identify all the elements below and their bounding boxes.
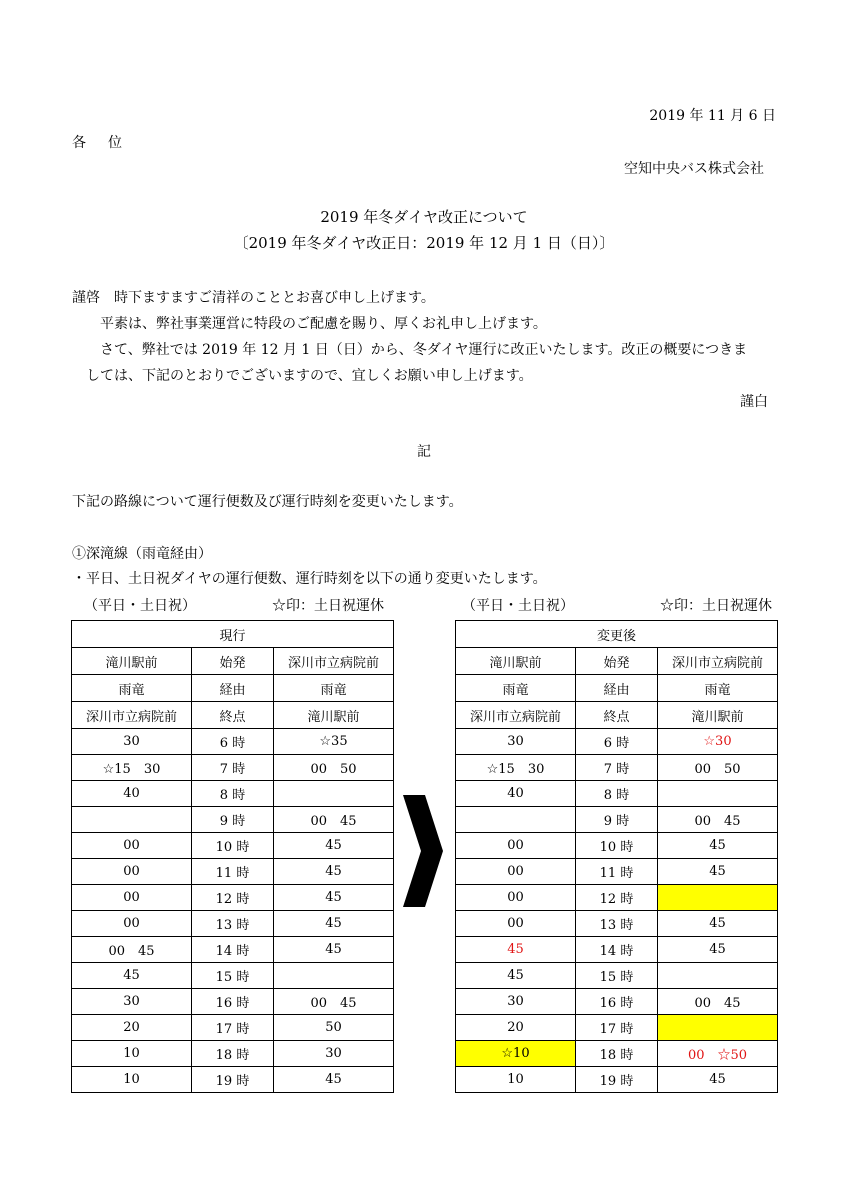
table-row [72,833,394,859]
header-cell: 雨竜 [274,675,394,702]
hour-cell: 13 時 [192,911,274,937]
outbound-cell: 00 [456,885,576,911]
hour-cell: 8 時 [576,781,658,807]
inbound-cell [274,781,394,807]
header-cell: 経由 [576,675,658,702]
table-row [456,781,778,807]
inbound-cell: 45 [274,859,394,885]
header-cell: 滝川駅前 [72,648,192,675]
outbound-cell: 45 [456,937,576,963]
hour-cell: 12 時 [192,885,274,911]
inbound-cell: ☆30 [658,729,778,755]
table-row [72,1015,394,1041]
outbound-cell: 00 [456,859,576,885]
inbound-cell: 00 45 [658,989,778,1015]
table-row [456,911,778,937]
table-row [72,1067,394,1093]
document-date: 2019 年 11 月 6 日 [649,108,776,124]
header-cell: 滝川駅前 [658,702,778,729]
inbound-cell: 00 50 [274,755,394,781]
hour-cell: 10 時 [576,833,658,859]
inbound-cell: 45 [658,937,778,963]
inbound-cell: 00 ☆50 [658,1041,778,1067]
left-table-caption: （平日・土日祝） [84,598,196,614]
hour-cell: 13 時 [576,911,658,937]
table-row [456,807,778,833]
header-cell: 雨竜 [72,675,192,702]
table-header-row [456,702,778,729]
header-cell: 雨竜 [456,675,576,702]
table-row [456,1015,778,1041]
hour-cell: 11 時 [192,859,274,885]
sender-company: 空知中央バス株式会社 [624,161,764,177]
outbound-cell: 00 [72,859,192,885]
header-cell: 始発 [192,648,274,675]
hour-cell: 7 時 [576,755,658,781]
table-row [456,1067,778,1093]
hour-cell: 6 時 [576,729,658,755]
outbound-cell: 45 [72,963,192,989]
table-row [72,1041,394,1067]
route-title: ①深滝線（雨竜経由） [72,546,212,562]
hour-cell: 9 時 [192,807,274,833]
document-title: 2019 年冬ダイヤ改正について [320,208,528,226]
table-row [456,963,778,989]
outbound-cell: 00 [456,833,576,859]
header-cell: 始発 [576,648,658,675]
outbound-cell: 00 [72,833,192,859]
inbound-cell: 45 [274,885,394,911]
outbound-cell: 30 [456,729,576,755]
outbound-cell: 20 [456,1015,576,1041]
inbound-cell: 00 45 [274,989,394,1015]
table-row [72,989,394,1015]
inbound-cell [658,885,778,911]
hour-cell: 15 時 [576,963,658,989]
outbound-cell: 30 [72,729,192,755]
header-cell: 終点 [576,702,658,729]
hour-cell: 14 時 [576,937,658,963]
hour-cell: 16 時 [192,989,274,1015]
table-row [72,729,394,755]
inbound-cell: 45 [274,937,394,963]
inbound-cell: 50 [274,1015,394,1041]
hour-cell: 18 時 [576,1041,658,1067]
right-arrow-icon [403,795,443,907]
hour-cell: 16 時 [576,989,658,1015]
table-header-row [72,648,394,675]
header-cell: 雨竜 [658,675,778,702]
outbound-cell: 45 [456,963,576,989]
table-row [72,859,394,885]
outbound-cell: 10 [72,1041,192,1067]
left-table-note: ☆印：土日祝運休 [272,598,384,614]
inbound-cell: 30 [274,1041,394,1067]
table-row [72,807,394,833]
document-subtitle: 〔2019 年冬ダイヤ改正日：2019 年 12 月 1 日（日）〕 [233,234,615,252]
table-row [456,989,778,1015]
inbound-cell [658,963,778,989]
inbound-cell: ☆35 [274,729,394,755]
outbound-cell: 00 [456,911,576,937]
outbound-cell: 30 [456,989,576,1015]
inbound-cell: 45 [658,1067,778,1093]
inbound-cell: 45 [658,833,778,859]
outbound-cell: 40 [456,781,576,807]
current-timetable [71,620,394,1093]
inbound-cell [274,963,394,989]
table-label: 変更後 [456,621,778,648]
right-table-caption: （平日・土日祝） [462,598,574,614]
inbound-cell: 00 45 [658,807,778,833]
header-cell: 経由 [192,675,274,702]
hour-cell: 19 時 [192,1067,274,1093]
table-header-row [72,702,394,729]
outbound-cell: 10 [72,1067,192,1093]
table-row [72,755,394,781]
body-line-3: さて、弊社では 2019 年 12 月 1 日（日）から、冬ダイヤ運行に改正いたします。改正の概要につきま [100,342,748,358]
table-row [456,755,778,781]
hour-cell: 6 時 [192,729,274,755]
header-cell: 深川市立病院前 [658,648,778,675]
outbound-cell: 00 [72,885,192,911]
table-row [456,885,778,911]
body-line-2: 平素は、弊社事業運営に特段のご配慮を賜り、厚くお礼申し上げます。 [100,316,547,332]
inbound-cell [658,1015,778,1041]
table-row [72,781,394,807]
hour-cell: 12 時 [576,885,658,911]
outbound-cell: 00 [72,911,192,937]
outbound-cell: 30 [72,989,192,1015]
table-row [456,833,778,859]
inbound-cell: 45 [274,833,394,859]
hour-cell: 9 時 [576,807,658,833]
table-row [456,859,778,885]
hour-cell: 8 時 [192,781,274,807]
inbound-cell: 00 50 [658,755,778,781]
hour-cell: 18 時 [192,1041,274,1067]
bullet-text: ・平日、土日祝ダイヤの運行便数、運行時刻を以下の通り変更いたします。 [72,571,547,587]
inbound-cell: 45 [658,859,778,885]
hour-cell: 7 時 [192,755,274,781]
table-header-row [456,648,778,675]
header-cell: 深川市立病院前 [72,702,192,729]
hour-cell: 15 時 [192,963,274,989]
recipient: 各位 [72,135,144,151]
outbound-cell: 00 45 [72,937,192,963]
outbound-cell: ☆10 [456,1041,576,1067]
greeting-line: 謹啓 時下ますますご清祥のこととお喜び申し上げます。 [72,290,435,306]
table-row [72,963,394,989]
inbound-cell: 00 45 [274,807,394,833]
inbound-cell: 45 [658,911,778,937]
table-label-row [72,621,394,648]
header-cell: 滝川駅前 [456,648,576,675]
table-label: 現行 [72,621,394,648]
inbound-cell: 45 [274,1067,394,1093]
hour-cell: 19 時 [576,1067,658,1093]
table-row [72,885,394,911]
hour-cell: 17 時 [192,1015,274,1041]
hour-cell: 11 時 [576,859,658,885]
right-table-note: ☆印：土日祝運休 [660,598,772,614]
header-cell: 深川市立病院前 [274,648,394,675]
inbound-cell: 45 [274,911,394,937]
header-cell: 深川市立病院前 [456,702,576,729]
inbound-cell [658,781,778,807]
table-header-row [72,675,394,702]
ki-heading: 記 [417,444,431,460]
table-header-row [456,675,778,702]
outbound-cell: 10 [456,1067,576,1093]
outbound-cell: ☆15 30 [456,755,576,781]
table-row [72,911,394,937]
outbound-cell: 40 [72,781,192,807]
table-row [456,729,778,755]
outbound-cell [72,807,192,833]
closing-word: 謹白 [740,394,768,410]
hour-cell: 10 時 [192,833,274,859]
table-row [456,1041,778,1067]
intro-text: 下記の路線について運行便数及び運行時刻を変更いたします。 [72,494,463,510]
header-cell: 滝川駅前 [274,702,394,729]
header-cell: 終点 [192,702,274,729]
body-line-4: しては、下記のとおりでございますので、宜しくお願い申し上げます。 [86,368,533,384]
table-row [456,937,778,963]
outbound-cell: 20 [72,1015,192,1041]
table-label-row [456,621,778,648]
hour-cell: 14 時 [192,937,274,963]
outbound-cell [456,807,576,833]
outbound-cell: ☆15 30 [72,755,192,781]
revised-timetable [455,620,778,1093]
hour-cell: 17 時 [576,1015,658,1041]
table-row [72,937,394,963]
